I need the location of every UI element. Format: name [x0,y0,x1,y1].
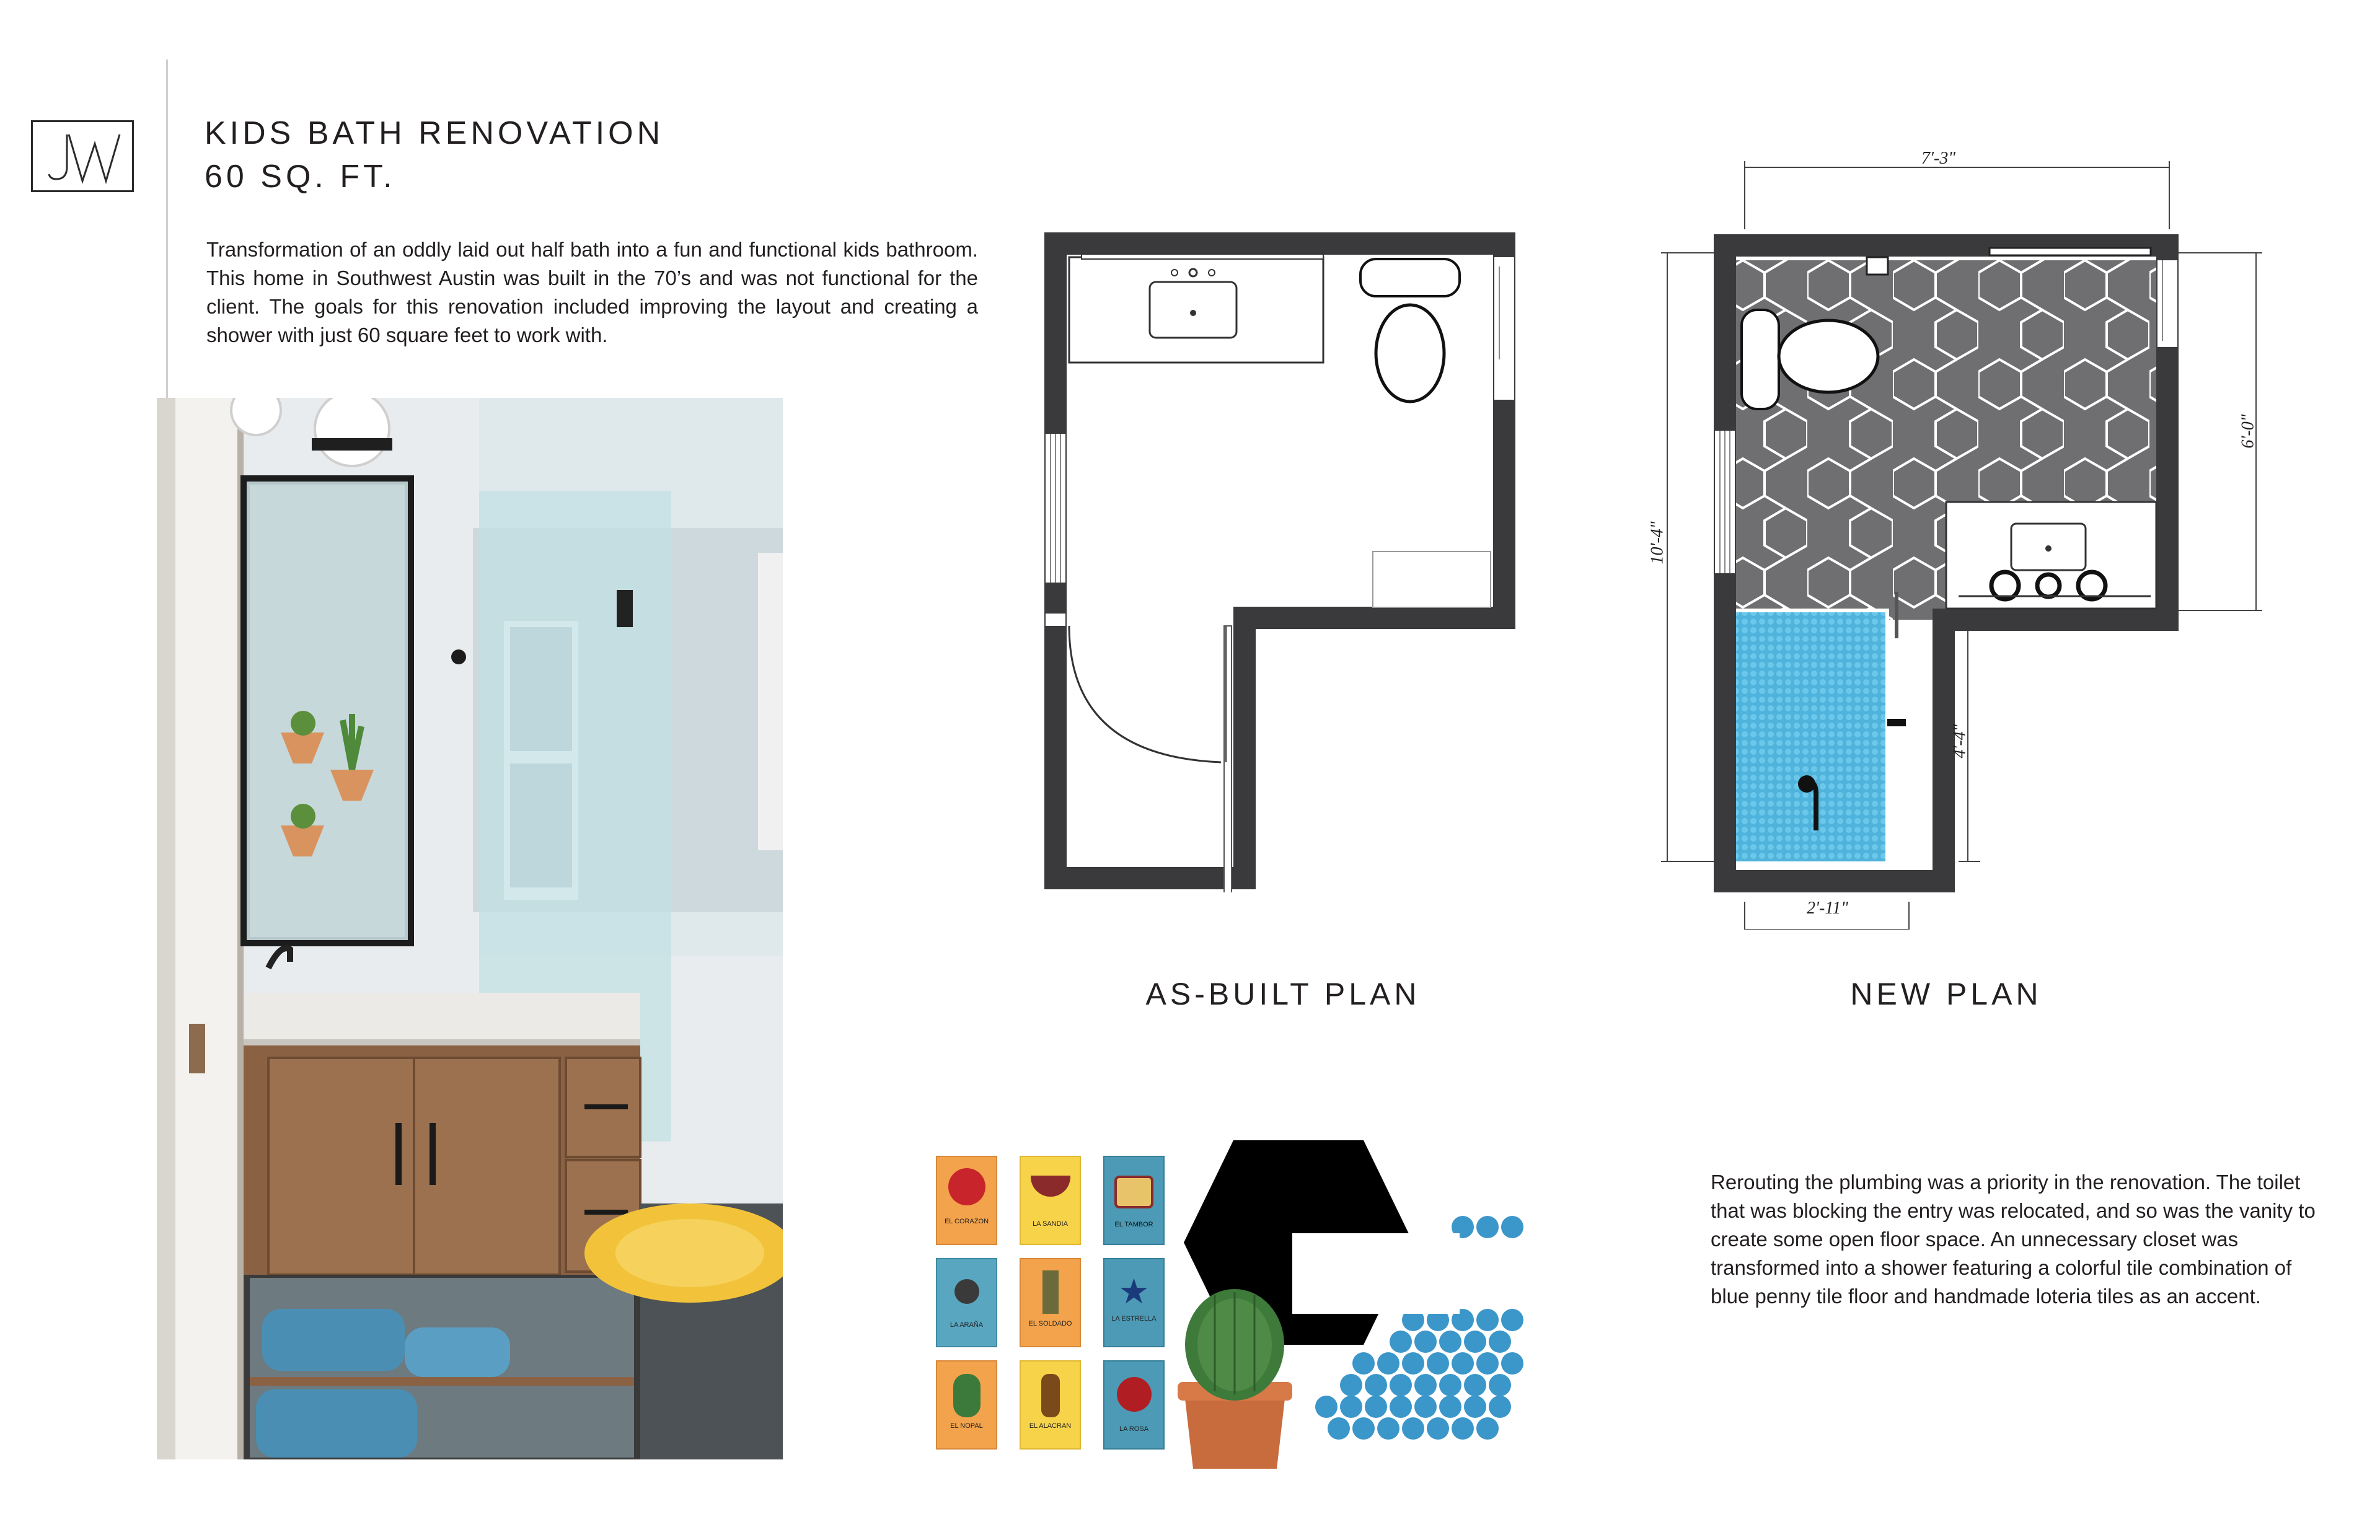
cactus-icon [953,1374,981,1417]
loteria-card [1020,1156,1081,1245]
loteria-card-label: EL NOPAL [950,1422,983,1430]
closing-paragraph: Rerouting the plumbing was a priority in the renovation. The toilet that was blocking the entry was relocated, and so was the vanity to create some open floor space. An unnecessary closet was transformed into a shower featuring a colorful tile combination of blue penny tile floor and handmade loteria tiles as an accent. [1711,1171,2316,1308]
new-plan-drawing [1636,149,2268,930]
watermelon-icon [1031,1176,1070,1197]
title-line-2: 60 SQ. FT. [205,159,396,195]
loteria-card-label: LA ROSA [1119,1425,1149,1433]
rose-icon [1117,1377,1152,1412]
dim-shower-width: 2'-11" [1807,899,1848,918]
loteria-card-label: LA ESTRELLA [1111,1315,1157,1322]
logo [31,120,134,192]
loteria-card-label: LA SANDIA [1033,1220,1068,1228]
dim-width-top: 7'-3" [1921,149,1956,168]
as-built-plan-label: AS-BUILT PLAN [1145,977,1421,1011]
loteria-card [1020,1258,1081,1347]
spider-icon [954,1279,979,1304]
loteria-card [1020,1360,1081,1450]
material-board [1178,1134,1562,1481]
soldier-icon [1042,1270,1059,1314]
drum-icon [1114,1176,1153,1208]
new-plan-label: NEW PLAN [1850,977,2042,1011]
loteria-card [1103,1156,1165,1245]
loteria-card-label: EL CORAZON [944,1218,989,1225]
dim-height-left: 10'-4" [1647,521,1667,565]
scorpion-icon [1041,1374,1060,1417]
loteria-card [1103,1258,1165,1347]
loteria-card [936,1360,997,1450]
dim-height-right: 6'-0" [2238,414,2258,449]
page-title [205,112,664,198]
as-built-plan-drawing [1035,229,1531,892]
bathroom-photo [157,398,783,1459]
loteria-card [936,1258,997,1347]
heart-icon [948,1168,985,1205]
loteria-card [936,1156,997,1245]
intro-paragraph: Transformation of an oddly laid out half bath into a fun and functional kids bathroom. This home in Southwest Austin was built in the 70’s and was not functional for the client. The goals for this renovation included improving the layout and creating a shower with just 60 square feet to work with. [206,238,978,346]
loteria-card-label: LA ARAÑA [950,1321,984,1329]
loteria-card-label: EL ALACRAN [1029,1422,1072,1430]
loteria-card-label: EL TAMBOR [1114,1221,1153,1228]
title-line-1: KIDS BATH RENOVATION [205,115,664,151]
loteria-card-grid [923,1150,1171,1459]
dim-shower-depth: 4'-4" [1950,724,1970,759]
star-icon: ★ [1118,1272,1150,1311]
loteria-card-label: EL SOLDADO [1028,1320,1072,1327]
loteria-card [1103,1360,1165,1450]
